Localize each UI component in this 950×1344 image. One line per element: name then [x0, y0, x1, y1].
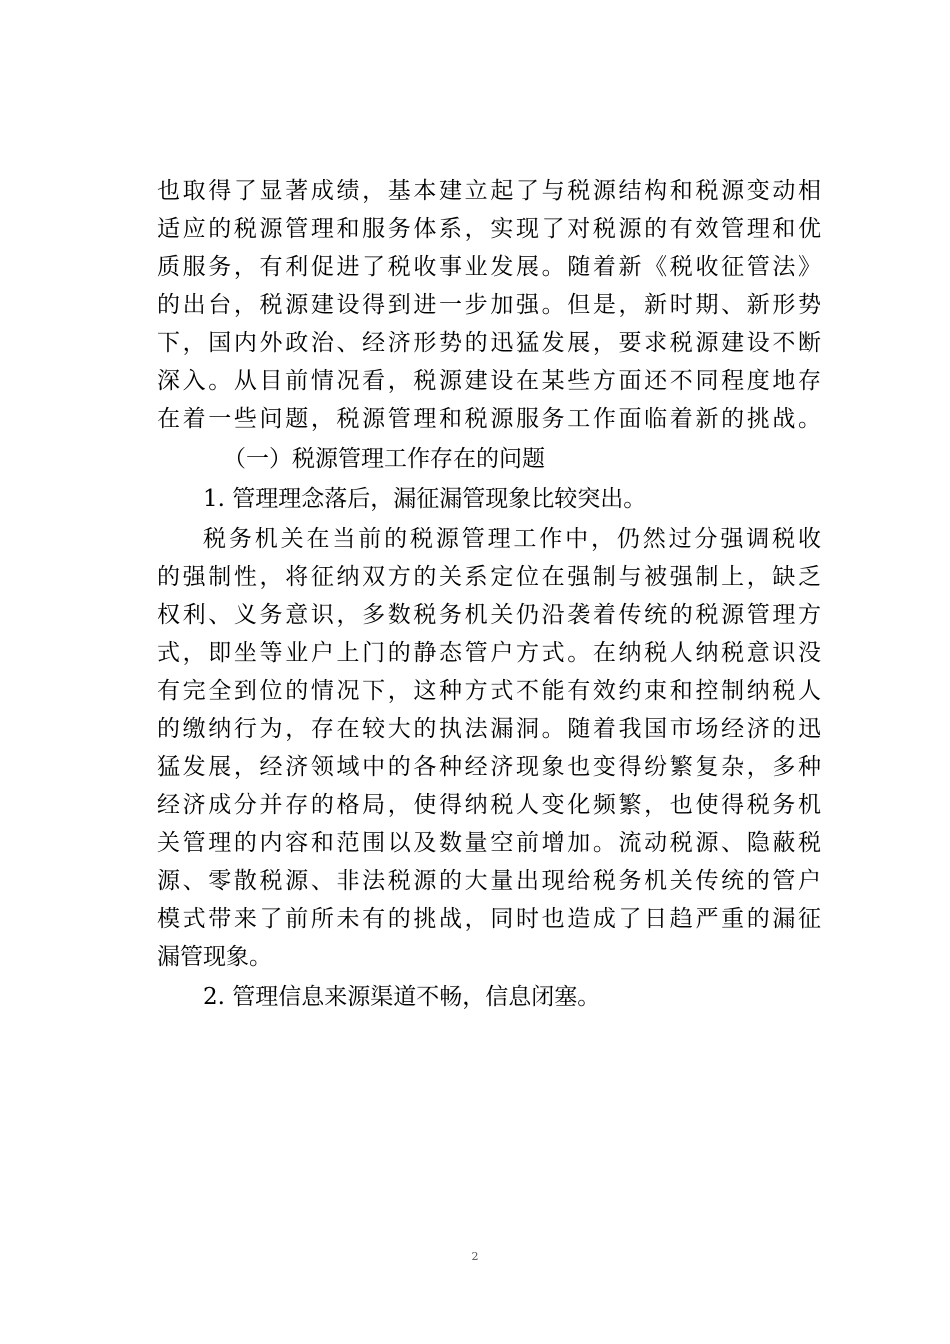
text-line: 适应的税源管理和服务体系，实现了对税源的有效管理和优	[157, 216, 821, 242]
page-number: 2	[471, 1250, 479, 1263]
text-line: 有完全到位的情况下，这种方式不能有效约束和控制纳税人	[157, 678, 821, 704]
text-line: 模式带来了前所未有的挑战，同时也造成了日趋严重的漏征	[157, 906, 821, 932]
text-line: 也取得了显著成绩，基本建立起了与税源结构和税源变动相	[157, 178, 821, 204]
text-line: 猛发展，经济领域中的各种经济现象也变得纷繁复杂，多种	[157, 754, 821, 780]
text-line: 下，国内外政治、经济形势的迅猛发展，要求税源建设不断	[157, 330, 821, 356]
text-line: 在着一些问题，税源管理和税源服务工作面临着新的挑战。	[157, 406, 821, 432]
item-1-paragraph	[157, 520, 821, 976]
continuation-paragraph	[157, 172, 821, 438]
item-1-heading: 1. 管理理念落后，漏征漏管现象比较突出。	[203, 486, 647, 512]
text-line: 的缴纳行为，存在较大的执法漏洞。随着我国市场经济的迅	[157, 716, 821, 742]
text-line: 的强制性，将征纳双方的关系定位在强制与被强制上，缺乏	[157, 564, 821, 590]
text-line: 税务机关在当前的税源管理工作中，仍然过分强调税收	[203, 526, 821, 552]
text-line: 源、零散税源、非法税源的大量出现给税务机关传统的管户	[157, 868, 821, 894]
text-line: 质服务，有利促进了税收事业发展。随着新《税收征管法》	[157, 254, 821, 280]
text-line: 的出台，税源建设得到进一步加强。但是，新时期、新形势	[157, 292, 821, 318]
body-text	[157, 172, 821, 1016]
text-line: 权利、义务意识，多数税务机关仍沿袭着传统的税源管理方	[157, 602, 821, 628]
text-line: 式，即坐等业户上门的静态管户方式。在纳税人纳税意识没	[157, 640, 821, 666]
text-line: 漏管现象。	[157, 944, 272, 970]
text-line: 经济成分并存的格局，使得纳税人变化频繁，也使得税务机	[157, 792, 821, 818]
text-line: 关管理的内容和范围以及数量空前增加。流动税源、隐蔽税	[157, 830, 821, 856]
section-heading: （一）税源管理工作存在的问题	[223, 446, 545, 472]
text-line: 深入。从目前情况看，税源建设在某些方面还不同程度地存	[157, 368, 821, 394]
item-2-heading: 2. 管理信息来源渠道不畅，信息闭塞。	[203, 984, 601, 1010]
